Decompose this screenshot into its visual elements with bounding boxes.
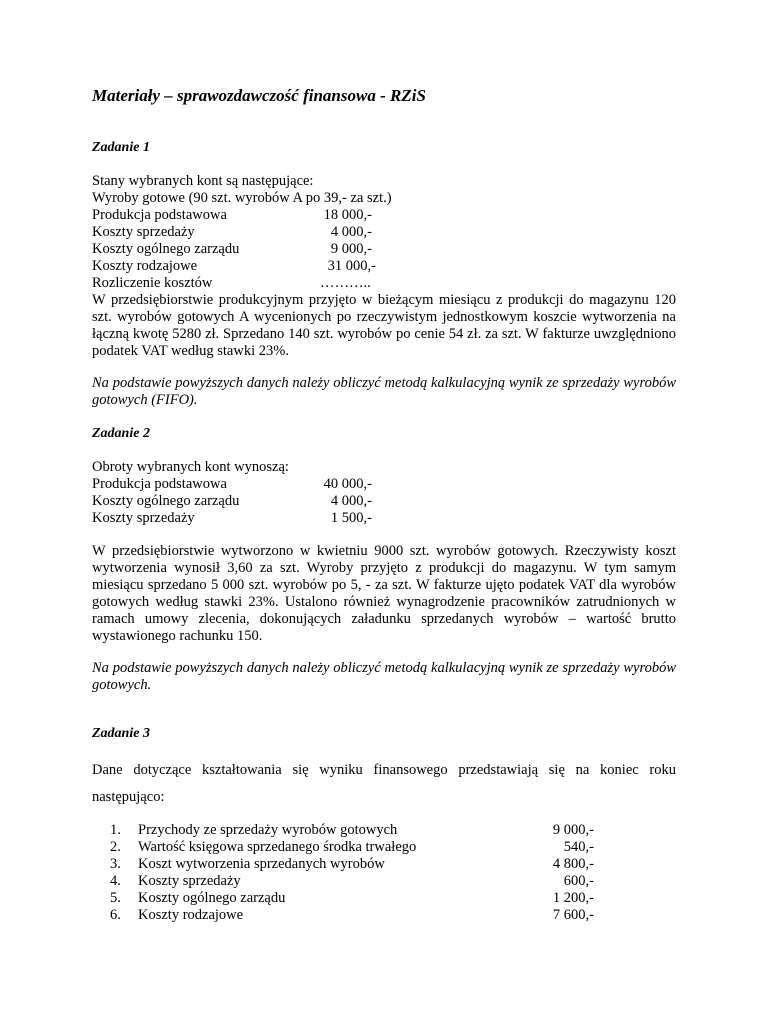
account-value: 4 000,- (330, 493, 372, 509)
account-label: Produkcja podstawowa (92, 476, 227, 492)
list-item-number: 3. (110, 856, 121, 872)
zadanie-1-account-row (92, 207, 372, 224)
zadanie-1-intro: Stany wybranych kont są następujące: (92, 173, 314, 189)
list-item-number: 1. (110, 822, 121, 838)
account-label: Produkcja podstawowa (92, 207, 227, 223)
zadanie-1-account-row (92, 275, 376, 292)
zadanie-2-body: W przedsiębiorstwie wytworzono w kwietniu 9000 szt. wyrobów gotowych. Rzeczywisty koszt wytworzenia wynosił 3,60 za szt. Wyroby przyjęto z produkcji do magazynu. W tym samym miesiącu sprzedano 5 000 szt. wyrobów po 5, - za szt. W fakturze ujęto podatek VAT dla wyrobów gotowych według stawki 23%. Ustalono również wynagrodzenie pracowników zatrudnionych w ramach umowy zlecenia, dokonujących załadunku sprzedanych wyrobów – wartość brutto wystawionego rachunku 150. (92, 543, 676, 644)
list-item-value: 540,- (563, 839, 594, 855)
zadanie-2-intro: Obroty wybranych kont wynoszą: (92, 459, 289, 475)
document-title: Materiały – sprawozdawczość finansowa - RZiS (92, 86, 426, 105)
list-item-label: Koszt wytworzenia sprzedanych wyrobów (138, 856, 385, 872)
zadanie-2-heading: Zadanie 2 (92, 426, 150, 441)
account-value: 9 000,- (330, 241, 372, 257)
list-item-value: 600,- (563, 873, 594, 889)
list-item (110, 839, 594, 856)
zadanie-2-account-row (92, 476, 372, 493)
list-item-number: 4. (110, 873, 121, 889)
list-item (110, 890, 594, 907)
zadanie-2-task: Na podstawie powyższych danych należy obliczyć metodą kalkulacyjną wynik ze sprzedaży wyrobów gotowych. (92, 660, 676, 693)
zadanie-1-heading: Zadanie 1 (92, 140, 150, 155)
list-item-label: Koszty sprzedaży (138, 873, 241, 889)
list-item-label: Przychody ze sprzedaży wyrobów gotowych (138, 822, 398, 838)
account-label: Koszty ogólnego zarządu (92, 241, 240, 257)
list-item (110, 856, 594, 873)
zadanie-1-task: Na podstawie powyższych danych należy obliczyć metodą kalkulacyjną wynik ze sprzedaży wyrobów gotowych (FIFO). (92, 375, 676, 408)
list-item (110, 873, 594, 890)
zadanie-1-wyroby: Wyroby gotowe (90 szt. wyrobów A po 39,- za szt.) (92, 190, 392, 206)
list-item (110, 822, 594, 839)
zadanie-3-heading: Zadanie 3 (92, 726, 150, 741)
account-label: Koszty ogólnego zarządu (92, 493, 240, 509)
zadanie-2-account-row (92, 493, 372, 510)
account-value: 31 000,- (327, 258, 376, 274)
list-item-number: 6. (110, 907, 121, 923)
account-label: Koszty sprzedaży (92, 224, 195, 240)
list-item-value: 4 800,- (552, 856, 594, 872)
account-label: Koszty sprzedaży (92, 510, 195, 526)
list-item-label: Koszty ogólnego zarządu (138, 890, 286, 906)
list-item-value: 9 000,- (552, 822, 594, 838)
account-value: 4 000,- (330, 224, 372, 240)
zadanie-2-account-row (92, 510, 372, 527)
account-value: 40 000,- (323, 476, 372, 492)
zadanie-1-account-row (92, 241, 372, 258)
account-value: 1 500,- (330, 510, 372, 526)
list-item-value: 7 600,- (552, 907, 594, 923)
zadanie-1-account-row (92, 258, 376, 275)
account-label: Rozliczenie kosztów (92, 275, 213, 291)
list-item (110, 907, 594, 924)
zadanie-1-body: W przedsiębiorstwie produkcyjnym przyjęto w bieżącym miesiącu z produkcji do magazynu 120 szt. wyrobów gotowych A wycenionych po rzeczywistym jednostkowym koszcie wytworzenia na łączną kwotę 5280 zł. Sprzedano 140 szt. wyrobów po cenie 54 zł. za szt. W fakturze uwzględniono podatek VAT według stawki 23%. (92, 292, 676, 359)
list-item-label: Koszty rodzajowe (138, 907, 244, 923)
list-item-label: Wartość księgowa sprzedanego środka trwałego (138, 839, 417, 855)
zadanie-3-intro-line-1: Dane dotyczące kształtowania się wyniku finansowego przedstawiają się na koniec roku (92, 762, 676, 778)
zadanie-3-intro-line-2: następująco: (92, 789, 165, 805)
account-value: 18 000,- (323, 207, 372, 223)
list-item-number: 2. (110, 839, 121, 855)
zadanie-1-account-row (92, 224, 372, 241)
account-label: Koszty rodzajowe (92, 258, 198, 274)
account-value: ……….. (320, 275, 371, 291)
list-item-number: 5. (110, 890, 121, 906)
list-item-value: 1 200,- (552, 890, 594, 906)
